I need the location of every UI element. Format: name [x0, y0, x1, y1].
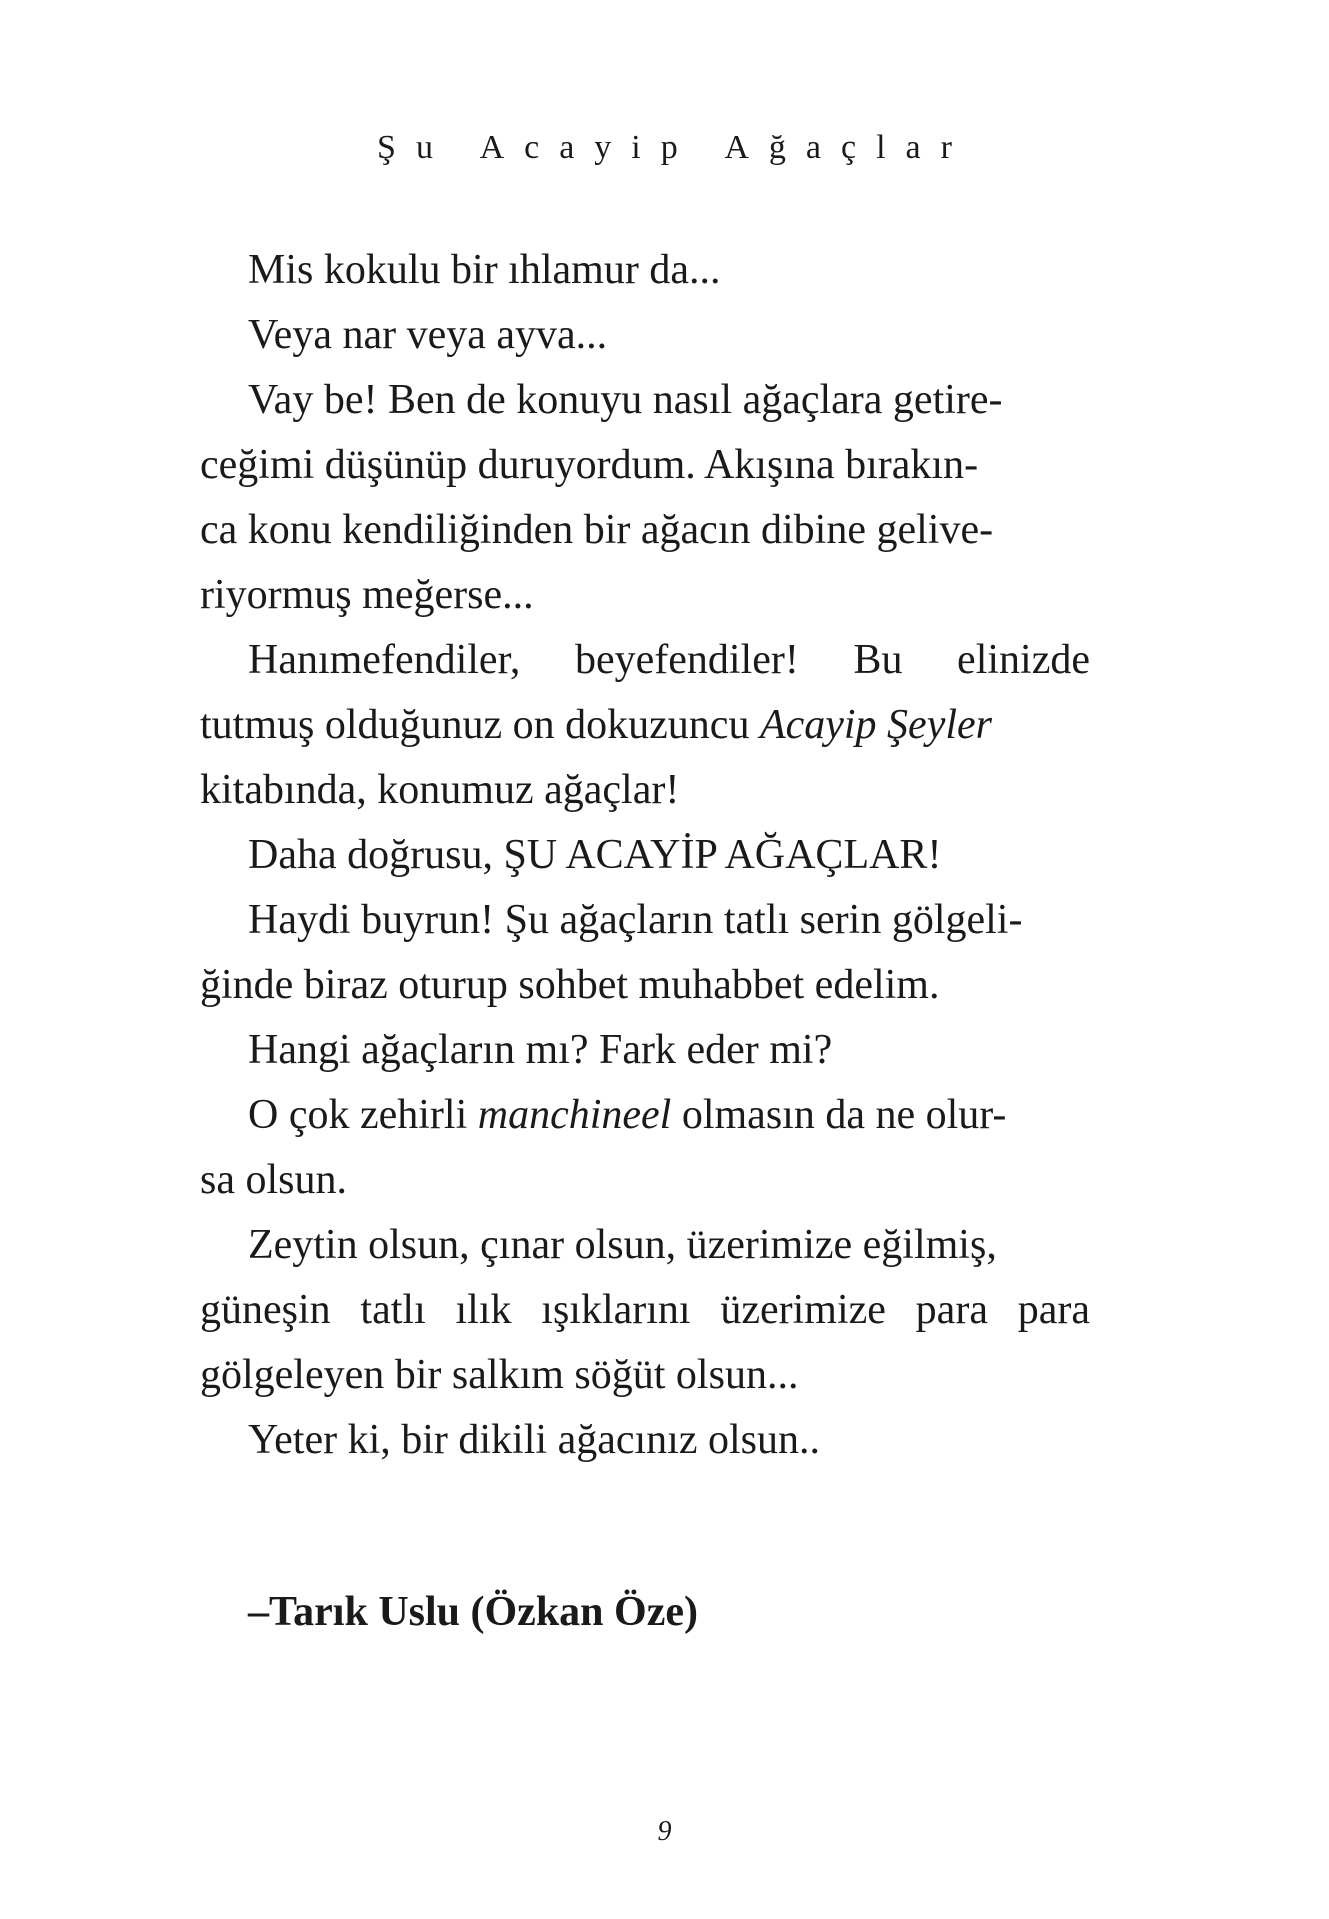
page-number: 9: [657, 1816, 672, 1847]
text-line: kitabında, konumuz ağaçlar!: [200, 767, 680, 813]
text-line: güneşin tatlı ılık ışıklarını üzerimize para para: [200, 1287, 1090, 1333]
text-line: Hanımefendiler, beyefendiler! Bu elinizde: [248, 637, 1090, 683]
text-line: Haydi buyrun! Şu ağaçların tatlı serin gölgeli-: [248, 897, 1023, 943]
text-line: ğinde biraz oturup sohbet muhabbet edelim.: [200, 962, 940, 1008]
text-line: gölgeleyen bir salkım söğüt olsun...: [200, 1352, 799, 1398]
text-line: Yeter ki, bir dikili ağacınız olsun..: [248, 1417, 820, 1463]
tree-name-italic: manchineel: [477, 1092, 672, 1138]
text-line: Hangi ağaçların mı? Fark eder mi?: [248, 1027, 833, 1073]
text-line: riyormuş meğerse...: [200, 572, 534, 618]
text-line: Daha doğrusu, ŞU ACAYİP AĞAÇLAR!: [248, 832, 942, 878]
text-line: Zeytin olsun, çınar olsun, üzerimize eğilmiş,: [248, 1222, 997, 1268]
text-segment: O çok zehirli: [248, 1092, 478, 1138]
text-line: sa olsun.: [200, 1157, 347, 1203]
text-line: ca konu kendiliğinden bir ağacın dibine gelive-: [200, 507, 994, 553]
text-line: Veya nar veya ayva...: [248, 312, 608, 358]
author-signature: –Tarık Uslu (Özkan Öze): [248, 1589, 698, 1635]
running-header: Şu Acayip Ağaçlar: [377, 129, 972, 166]
text-segment: olmasın da ne olur-: [671, 1092, 1007, 1138]
book-title-italic: Acayip Şeyler: [759, 702, 992, 748]
text-line: [200, 1083, 1090, 1148]
text-line: ceğimi düşünüp duruyordum. Akışına bırakın-: [200, 442, 979, 488]
text-line: Vay be! Ben de konuyu nasıl ağaçlara getire-: [248, 377, 1003, 423]
text-segment: tutmuş olduğunuz on dokuzuncu: [200, 702, 760, 748]
body-text: [200, 238, 1090, 1473]
text-line: Mis kokulu bir ıhlamur da...: [248, 247, 721, 293]
text-line: [200, 693, 1090, 758]
